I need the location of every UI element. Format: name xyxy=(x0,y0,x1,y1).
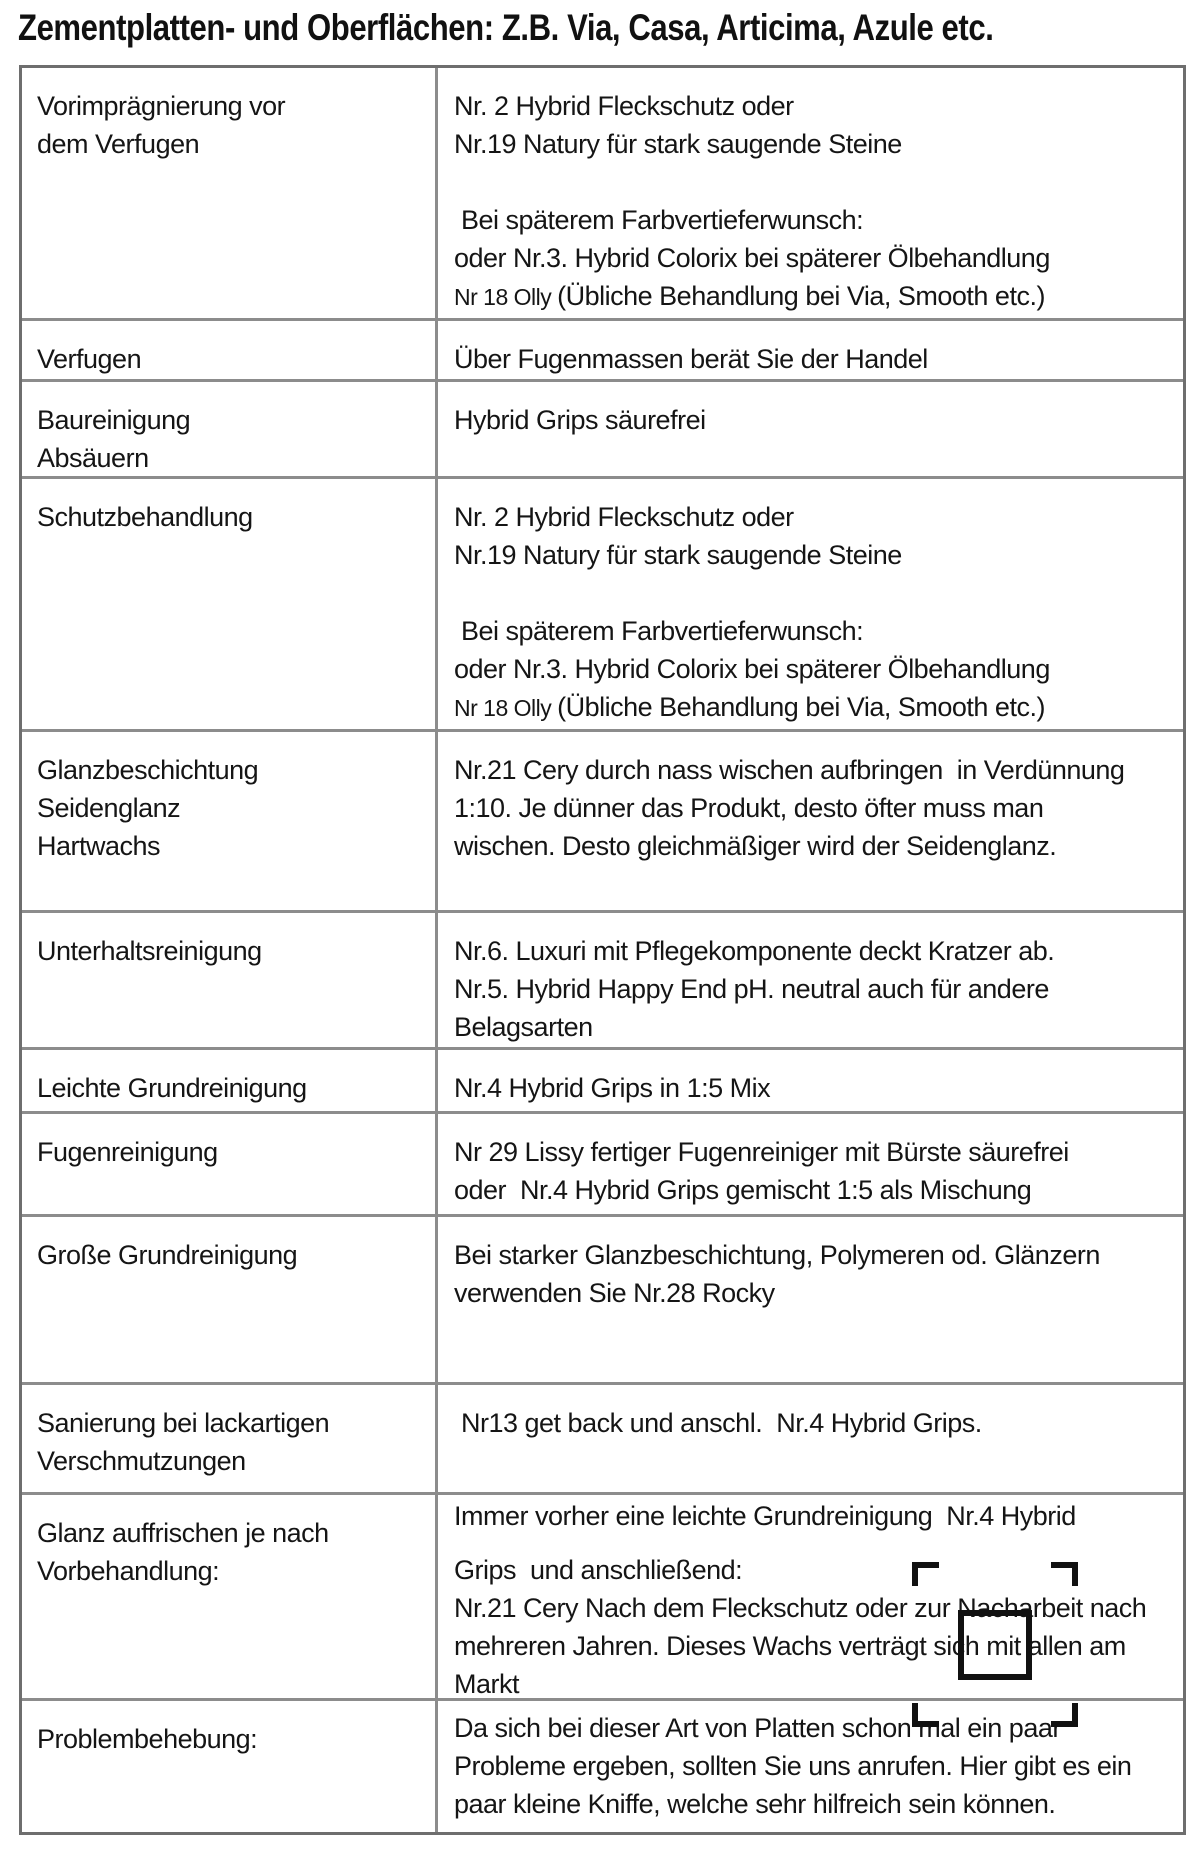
text-segment: Nr.19 Natury für stark saugende Steine xyxy=(454,129,902,159)
text-segment: (Übliche Behandlung bei Via, Smooth etc.) xyxy=(557,692,1045,722)
content-line xyxy=(454,612,1183,650)
text-segment: Nr.21 Cery Nach dem Fleckschutz oder zur Nacharbeit nach xyxy=(454,1593,1147,1623)
content-line xyxy=(454,498,1183,536)
content-line xyxy=(454,1665,1183,1703)
text-segment: paar kleine Kniffe, welche sehr hilfreich sein können. xyxy=(454,1789,1056,1819)
label-line: Schutzbehandlung xyxy=(37,502,253,532)
text-segment: verwenden Sie Nr.28 Rocky xyxy=(454,1278,775,1308)
content-line xyxy=(454,1069,1183,1107)
label-line: dem Verfugen xyxy=(37,129,200,159)
row-label xyxy=(22,732,438,910)
text-segment: Markt xyxy=(454,1669,519,1699)
text-segment: wischen. Desto gleichmäßiger wird der Seidenglanz. xyxy=(454,831,1057,861)
content-line xyxy=(454,1627,1183,1665)
row-label xyxy=(22,913,438,1047)
text-segment: Hybrid Grips säurefrei xyxy=(454,405,706,435)
text-segment: Grips und anschließend: xyxy=(454,1555,743,1585)
label-line: Verfugen xyxy=(37,344,142,374)
content-line xyxy=(454,87,1183,125)
row-content xyxy=(438,382,1183,476)
content-line xyxy=(454,751,1183,789)
text-segment: Probleme ergeben, sollten Sie uns anrufen. Hier gibt es ein xyxy=(454,1751,1132,1781)
label-line: Glanz auffrischen je nach xyxy=(37,1518,329,1548)
text-segment: mehreren Jahren. Dieses Wachs verträgt sich mit allen am xyxy=(454,1631,1126,1661)
text-segment: Bei späterem Farbvertieferwunsch: xyxy=(454,205,864,235)
row-content xyxy=(438,321,1183,379)
text-segment: Nr 18 Olly xyxy=(454,695,558,721)
label-line: Leichte Grundreinigung xyxy=(37,1073,307,1103)
content-line xyxy=(454,1497,1183,1535)
content-line xyxy=(454,1008,1183,1046)
label-line: Verschmutzungen xyxy=(37,1446,246,1476)
care-table xyxy=(19,65,1186,1835)
content-line xyxy=(454,574,1183,612)
table-row xyxy=(22,1047,1183,1111)
text-segment: Über Fugenmassen berät Sie der Handel xyxy=(454,344,928,374)
content-line xyxy=(454,1171,1183,1209)
table-row xyxy=(22,1111,1183,1214)
label-line: Seidenglanz xyxy=(37,793,181,823)
row-label xyxy=(22,1114,438,1214)
content-line xyxy=(454,239,1183,277)
row-content xyxy=(438,479,1183,729)
content-line xyxy=(454,340,1183,378)
content-line xyxy=(454,932,1183,970)
text-segment: Nr. 2 Hybrid Fleckschutz oder xyxy=(454,91,794,121)
content-line xyxy=(454,201,1183,239)
text-segment: Nr.6. Luxuri mit Pflegekomponente deckt Kratzer ab. xyxy=(454,936,1055,966)
row-label xyxy=(22,479,438,729)
text-segment: Belagsarten xyxy=(454,1012,593,1042)
row-label xyxy=(22,1701,438,1832)
crop-mark-bottom-right-icon xyxy=(1051,1703,1078,1727)
text-segment: oder Nr.3. Hybrid Colorix bei späterer Ölbehandlung xyxy=(454,654,1050,684)
label-line: Sanierung bei lackartigen xyxy=(37,1408,330,1438)
text-segment: (Übliche Behandlung bei Via, Smooth etc.) xyxy=(557,281,1045,311)
text-segment: Nr 18 Olly xyxy=(454,284,558,310)
row-label xyxy=(22,1385,438,1492)
label-line: Baureinigung xyxy=(37,405,191,435)
row-content xyxy=(438,1050,1183,1111)
label-line: Vorimprägnierung vor xyxy=(37,91,286,121)
row-label xyxy=(22,1495,438,1698)
text-segment: oder Nr.3. Hybrid Colorix bei späterer Ölbehandlung xyxy=(454,243,1050,273)
label-line: Glanzbeschichtung xyxy=(37,755,259,785)
table-row xyxy=(22,68,1183,318)
content-line xyxy=(454,688,1183,727)
row-label xyxy=(22,1050,438,1111)
page-title: Zementplatten- und Oberflächen: Z.B. Via, Casa, Articima, Azule etc. xyxy=(18,7,994,48)
table-row xyxy=(22,910,1183,1047)
row-content xyxy=(438,1385,1183,1492)
row-content xyxy=(438,1217,1183,1382)
table-row xyxy=(22,379,1183,476)
content-line xyxy=(454,1274,1183,1312)
text-segment: Nr. 2 Hybrid Fleckschutz oder xyxy=(454,502,794,532)
content-line xyxy=(454,827,1183,865)
table-row xyxy=(22,318,1183,379)
content-line xyxy=(454,1404,1183,1442)
table-row xyxy=(22,476,1183,729)
content-line xyxy=(454,789,1183,827)
focus-square-icon xyxy=(958,1610,1032,1680)
content-line xyxy=(454,401,1183,439)
row-content xyxy=(438,913,1183,1047)
row-label xyxy=(22,321,438,379)
text-segment: Nr.5. Hybrid Happy End pH. neutral auch für andere xyxy=(454,974,1049,1004)
text-segment: Nr 29 Lissy fertiger Fugenreiniger mit Bürste säurefrei xyxy=(454,1137,1069,1167)
label-line: Unterhaltsreinigung xyxy=(37,936,262,966)
label-line: Vorbehandlung: xyxy=(37,1556,220,1586)
content-line xyxy=(454,125,1183,163)
text-segment: Bei starker Glanzbeschichtung, Polymeren od. Glänzern xyxy=(454,1240,1100,1270)
text-segment: Nr.21 Cery durch nass wischen aufbringen in Verdünnung xyxy=(454,755,1125,785)
text-segment: Nr13 get back und anschl. Nr.4 Hybrid Grips. xyxy=(454,1408,982,1438)
table-row xyxy=(22,1698,1183,1832)
content-line xyxy=(454,1133,1183,1171)
content-line xyxy=(454,970,1183,1008)
content-line xyxy=(454,650,1183,688)
label-line: Hartwachs xyxy=(37,831,161,861)
label-line: Fugenreinigung xyxy=(37,1137,218,1167)
table-row xyxy=(22,1214,1183,1382)
text-segment: Da sich bei dieser Art von Platten schon mal ein paar xyxy=(454,1713,1061,1743)
row-content xyxy=(438,1495,1183,1698)
row-content xyxy=(438,68,1183,318)
content-line xyxy=(454,1747,1183,1785)
crop-mark-top-left-icon xyxy=(912,1562,939,1586)
label-line: Problembehebung: xyxy=(37,1724,258,1754)
label-line: Große Grundreinigung xyxy=(37,1240,298,1270)
row-content xyxy=(438,732,1183,910)
content-line xyxy=(454,1589,1183,1627)
row-label xyxy=(22,382,438,476)
text-segment: oder Nr.4 Hybrid Grips gemischt 1:5 als Mischung xyxy=(454,1175,1032,1205)
row-label xyxy=(22,68,438,318)
text-segment: Nr.19 Natury für stark saugende Steine xyxy=(454,540,902,570)
content-line xyxy=(454,163,1183,201)
content-line xyxy=(454,536,1183,574)
text-segment: 1:10. Je dünner das Produkt, desto öfter muss man xyxy=(454,793,1044,823)
crop-mark-bottom-left-icon xyxy=(912,1703,939,1727)
row-label xyxy=(22,1217,438,1382)
text-segment: Nr.4 Hybrid Grips in 1:5 Mix xyxy=(454,1073,771,1103)
crop-mark-top-right-icon xyxy=(1051,1562,1078,1586)
content-line xyxy=(454,1236,1183,1274)
content-line xyxy=(454,277,1183,316)
table-row xyxy=(22,729,1183,910)
text-segment: Immer vorher eine leichte Grundreinigung Nr.4 Hybrid xyxy=(454,1501,1076,1531)
table-row xyxy=(22,1382,1183,1492)
label-line: Absäuern xyxy=(37,443,149,473)
text-segment: Bei späterem Farbvertieferwunsch: xyxy=(454,616,864,646)
row-content xyxy=(438,1114,1183,1214)
content-line xyxy=(454,1785,1183,1823)
